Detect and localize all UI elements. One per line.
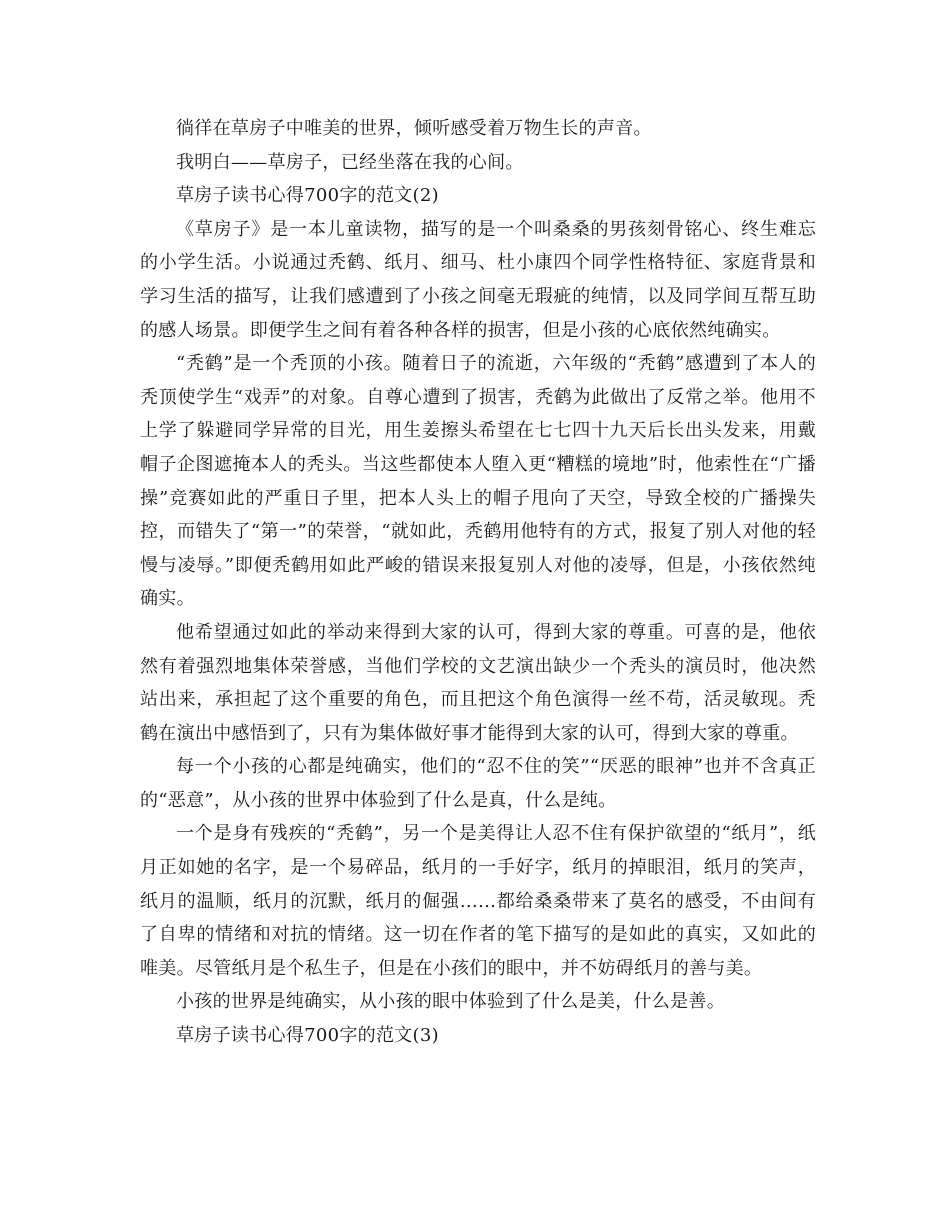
- paragraph-tuhe: “秃鹤”是一个秃顶的小孩。随着日子的流逝，六年级的“秃鹤”感遭到了本人的秃顶使学生“戏弄”的对象。自尊心遭到了损害，秃鹤为此做出了反常之举。他用不上学了躲避同学异常的目光，用生姜擦头希望在七七四十九天后长出头发来，用戴帽子企图遮掩本人的秃头。当这些都使本人堕入更“糟糕的境地”时，他索性在“广播操”竞赛如此的严重日子里，把本人头上的帽子甩向了天空，导致全校的广播操失控，而错失了“第一”的荣誉，“就如此，秃鹤用他特有的方式，报复了别人对他的轻慢与凌辱。”即便秃鹤用如此严峻的错误来报复别人对他的凌辱，但是，小孩依然纯确实。: [140, 353, 816, 610]
- document-body: [140, 112, 816, 1053]
- paragraph-child-heart: 每一个小孩的心都是纯确实，他们的“忍不住的笑”“厌恶的眼神”也并不含真正的“恶意”，从小孩的世界中体验到了什么是真，什么是纯。: [140, 756, 816, 811]
- paragraph-intro-1: 徜徉在草房子中唯美的世界，倾听感受着万物生长的声音。: [176, 118, 652, 139]
- section-heading-2: 草房子读书心得700字的范文(2): [176, 185, 439, 207]
- paragraph-intro-2: 我明白——草房子，已经坐落在我的心间。: [176, 151, 524, 173]
- paragraph-tuhe-respect: 他希望通过如此的举动来得到大家的认可，得到大家的尊重。可喜的是，他依然有着强烈地集体荣誉感，当他们学校的文艺演出缺少一个秃头的演员时，他决然站出来，承担起了这个重要的角色，而且把这个角色演得一丝不苟，活灵敏现。秃鹤在演出中感悟到了，只有为集体做好事才能得到大家的认可，得到大家的尊重。: [140, 621, 816, 744]
- paragraph-conclusion: 小孩的世界是纯确实，从小孩的眼中体验到了什么是美，什么是善。: [176, 991, 725, 1013]
- section-heading-3: 草房子读书心得700字的范文(3): [176, 1025, 439, 1047]
- paragraph-summary: 《草房子》是一本儿童读物，描写的是一个叫桑桑的男孩刻骨铭心、终生难忘的小学生活。小说通过秃鹤、纸月、细马、杜小康四个同学性格特征、家庭背景和学习生活的描写，让我们感遭到了小孩之间毫无瑕疵的纯情，以及同学间互帮互助的感人场景。即便学生之间有着各种各样的损害，但是小孩的心底依然纯确实。: [140, 218, 816, 341]
- paragraph-zhiyue: 一个是身有残疾的“秃鹤”，另一个是美得让人忍不住有保护欲望的“纸月”，纸月正如她的名字，是一个易碎品，纸月的一手好字，纸月的掉眼泪，纸月的笑声，纸月的温顺，纸月的沉默，纸月的倔强……都给桑桑带来了莫名的感受，不由间有了自卑的情绪和对抗的情绪。这一切在作者的笔下描写的是如此的真实，又如此的唯美。尽管纸月是个私生子，但是在小孩们的眼中，并不妨碍纸月的善与美。: [140, 823, 816, 979]
